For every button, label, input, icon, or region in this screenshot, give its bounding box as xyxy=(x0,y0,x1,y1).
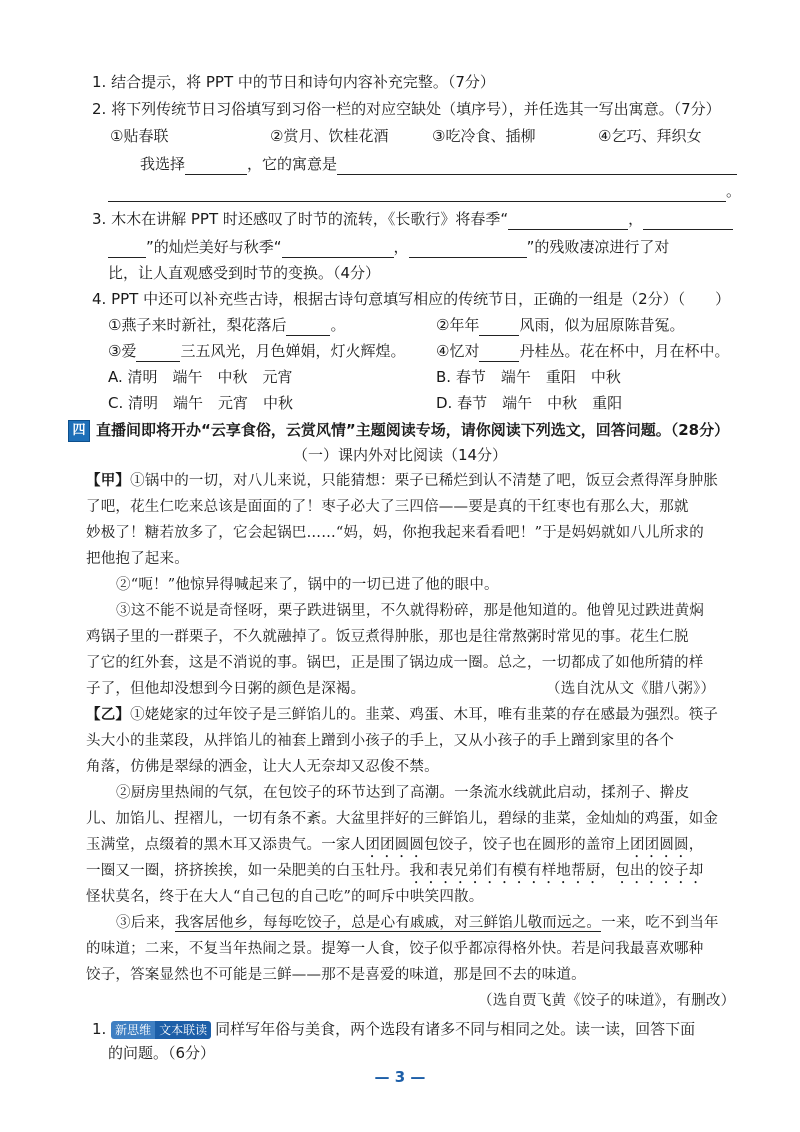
passage-jia-source: （选自沈从文《腊八粥》） xyxy=(546,681,716,697)
q2-choice-blank[interactable] xyxy=(185,158,247,175)
q3-blank-1[interactable] xyxy=(508,213,628,230)
section-number-badge: 四 xyxy=(68,420,90,442)
q4-poem-2-text-b: 风雨，似为屈原陈昔冤。 xyxy=(519,316,685,334)
q4-choice-d[interactable]: D. 春节 端午 中秋 重阳 xyxy=(436,394,623,412)
passage-jia-line-4: 把他抱了起来。 xyxy=(86,551,189,567)
q4-poem-1 xyxy=(108,314,345,336)
followup-question-line-2: 的问题。（6分） xyxy=(108,1044,216,1062)
question-4: 4. PPT 中还可以补充些古诗，根据古诗句意填写相应的传统节日，正确的一组是（2分）（ ） xyxy=(92,290,731,308)
passage-yi-line-3: 角落，仿佛是翠绿的洒金，让大人无奈却又忍俊不禁。 xyxy=(86,759,439,775)
yi-p3-l1-c: 一来，吃不到当年 xyxy=(601,915,719,931)
yi-p2-l3-dotted-1: 团团圆圆 xyxy=(365,837,425,853)
q3-text-a: 3. 木木在讲解 PPT 时还感叹了时节的流转，《长歌行》将春季“ xyxy=(92,210,509,228)
passage-jia-label: 【甲】 xyxy=(86,473,131,489)
yi-p2-l4-a: 一圈又一圈，挤挤挨挨，如一朵肥美的白玉牡丹。 xyxy=(86,863,410,879)
passage-jia-line-5: ③这不能不说是奇怪呀，栗子跌进锅里，不久就得粉碎，那是他知道的。他曾见过跌进黄焖 xyxy=(116,603,704,619)
passage-yi-line-10: 的味道；二来，不复当年热闹之景。提筹一人食，饺子似乎都凉得格外快。若是问我最喜欢哪种 xyxy=(86,941,704,957)
passage-yi-line-2: 头大小的韭菜段，从拌馅儿的袖套上蹭到小孩子的手上，又从小孩子的手上蹭到家里的各个 xyxy=(86,733,674,749)
yi-p2-l3-a: 玉满堂，点缀着的黑木耳又添贵气。一家人 xyxy=(86,837,366,853)
q2-meaning-line-2 xyxy=(108,180,741,202)
yi-p3-underlined: 我客居他乡，每每吃饺子，总是心有戚戚，对三鲜馅儿敬而远之。 xyxy=(174,915,602,931)
followup-question-line-1 xyxy=(92,1018,695,1040)
followup-text-1: 同样写年俗与美食，两个选段有诸多不同与相同之处。读一读，回答下面 xyxy=(215,1020,696,1038)
q3-text-b: ”的灿烂美好与秋季“ xyxy=(146,238,282,256)
q2-fill-label-b: ，它的寓意是 xyxy=(247,155,338,173)
yi-p2-l3-dotted-2: 团团圆圆 xyxy=(629,837,689,853)
passage-yi-label: 【乙】 xyxy=(86,707,131,723)
yi-p2-l3-c: 包饺子，饺子也在圆形的盖帘上 xyxy=(424,837,630,853)
passage-jia-line-1 xyxy=(86,470,718,492)
yi-p2-l4-dotted: 我和表兄弟们有模有样地帮厨，包出的饺子却 xyxy=(409,863,704,879)
q4-poem-1-blank[interactable] xyxy=(286,319,330,336)
q4-poem-4-text-b: 丹桂丛。花在杯中，月在杯中。 xyxy=(519,342,730,360)
section-4-heading xyxy=(68,419,729,442)
page-number: — 3 — xyxy=(374,1068,426,1086)
q4-poem-4-text-a: ④忆对 xyxy=(436,342,480,360)
question-3-line-3: 比，让人直观感受到时节的变换。（4分） xyxy=(108,264,381,282)
q4-poem-2-blank[interactable] xyxy=(479,319,519,336)
q3-comma-2: ， xyxy=(393,238,409,256)
q2-option-2: ②赏月、饮桂花酒 xyxy=(270,127,389,145)
q3-text-c: ”的残败凄凉进行了对 xyxy=(526,238,670,256)
passage-yi-line-9 xyxy=(116,912,719,934)
passage-jia-line-8: 子了，但他却没想到今日粥的颜色是深褐。 xyxy=(86,681,366,697)
q2-option-1: ①贴春联 xyxy=(110,127,169,145)
passage-yi-line-11: 饺子，答案显然也不可能是三鲜——那不是喜爱的味道，那是回不去的味道。 xyxy=(86,967,586,983)
q4-poem-3-text-a: ③爱 xyxy=(108,342,137,360)
q2-option-3: ③吃冷食、插柳 xyxy=(432,127,536,145)
passage-jia-line-3: 妙极了！糖若放多了，它会起锅巴……“妈，妈，你抱我起来看看吧！”于是妈妈就如八儿所求的 xyxy=(86,525,704,541)
passage-yi-line-1 xyxy=(86,704,718,726)
section-4-title: 直播间即将开办“云享食俗，云赏风情”主题阅读专场，请你阅读下列选文，回答问题。（28分） xyxy=(96,421,730,439)
q4-choice-a[interactable]: A. 清明 端午 中秋 元宵 xyxy=(108,368,293,386)
q4-poem-3 xyxy=(108,340,405,362)
yi-p3-l1-a: ③后来， xyxy=(116,915,175,931)
question-2: 2. 将下列传统节日习俗填写到习俗一栏的对应空缺处（填序号），并任选其一写出寓意。（7分） xyxy=(92,100,721,118)
jia-p1-l1: ①锅中的一切，对八儿来说，只能猜想：栗子已稀烂到认不清楚了吧，饭豆会煮得浑身肿胀 xyxy=(130,473,719,489)
q4-poem-4 xyxy=(436,340,729,362)
question-1: 1. 结合提示，将 PPT 中的节日和诗句内容补充完整。（7分） xyxy=(92,73,495,91)
q4-poem-3-text-b: 三五风光，月色婵娟，灯火辉煌。 xyxy=(180,342,406,360)
passage-jia-para-2: ②“呃！”他惊异得喊起来了，锅中的一切已进了他的眼中。 xyxy=(116,577,499,593)
followup-number: 1. xyxy=(92,1020,107,1038)
passage-jia-line-6: 鸡锅子里的一群栗子，不久就融掉了。饭豆煮得肿胀，那也是往常熬粥时常见的事。花生仁脱 xyxy=(86,629,689,645)
q2-fill-label-a: 我选择 xyxy=(140,155,186,173)
q3-blank-2[interactable] xyxy=(643,213,733,230)
q4-poem-4-blank[interactable] xyxy=(479,345,519,362)
q4-choice-c[interactable]: C. 清明 端午 元宵 中秋 xyxy=(108,394,294,412)
yi-p1-l1: ①姥姥家的过年饺子是三鲜馅儿的。韭菜、鸡蛋、木耳，唯有韭菜的存在感最为强烈。筷子 xyxy=(130,707,719,723)
q4-choice-b[interactable]: B. 春节 端午 重阳 中秋 xyxy=(436,368,621,386)
q4-poem-2-text-a: ②年年 xyxy=(436,316,480,334)
passage-yi-source: （选自贾飞黄《饺子的味道》，有删改） xyxy=(478,993,736,1009)
passage-jia-line-2: 了吧，花生仁吃来总该是面面的了！枣子必大了三四倍——要是真的干红枣也有那么大，那就 xyxy=(86,499,689,515)
q4-poem-2 xyxy=(436,314,684,336)
q2-period: 。 xyxy=(726,182,742,200)
q4-poem-1-text: ①燕子来时新社，梨花落后 xyxy=(108,316,287,334)
q3-blank-3[interactable] xyxy=(282,241,394,258)
q2-meaning-blank-2[interactable] xyxy=(108,185,726,202)
question-3-line-1 xyxy=(92,208,733,230)
q2-meaning-blank[interactable] xyxy=(337,158,737,175)
passage-yi-line-5: 儿、加馅儿、捏褶儿，一切有条不紊。大盆里拌好的三鲜馅儿，碧绿的韭菜，金灿灿的鸡蛋，如金 xyxy=(86,811,719,827)
question-3-line-2 xyxy=(108,236,669,258)
yi-p2-l3-e: ， xyxy=(688,837,704,853)
q3-blank-4[interactable] xyxy=(409,241,527,258)
new-thinking-tag: 新思维 xyxy=(111,1021,155,1039)
subsection-title: （一）课内外对比阅读（14分） xyxy=(292,446,508,464)
q4-poem-1-end: 。 xyxy=(330,316,346,334)
passage-jia-line-7: 了它的红外套，这是不消说的事。锅巴，正是围了锅边成一圈。总之，一切都成了如他所猜的样 xyxy=(86,655,704,671)
passage-yi-line-7 xyxy=(86,860,703,887)
text-link-tag: 文本联读 xyxy=(155,1021,211,1039)
q3-comma-1: ， xyxy=(628,210,644,228)
q4-poem-3-blank[interactable] xyxy=(136,345,180,362)
passage-yi-line-4: ②厨房里热闹的气氛，在包饺子的环节达到了高潮。一条流水线就此启动，揉剂子、擀皮 xyxy=(116,785,690,801)
passage-yi-line-6 xyxy=(86,834,703,861)
passage-yi-line-8: 怪状莫名，终于在大人“自己包的自己吃”的呵斥中哄笑四散。 xyxy=(86,889,484,905)
q2-option-4: ④乞巧、拜织女 xyxy=(598,127,702,145)
q3-blank-2-cont[interactable] xyxy=(108,241,146,258)
q2-fill-line xyxy=(140,153,737,175)
